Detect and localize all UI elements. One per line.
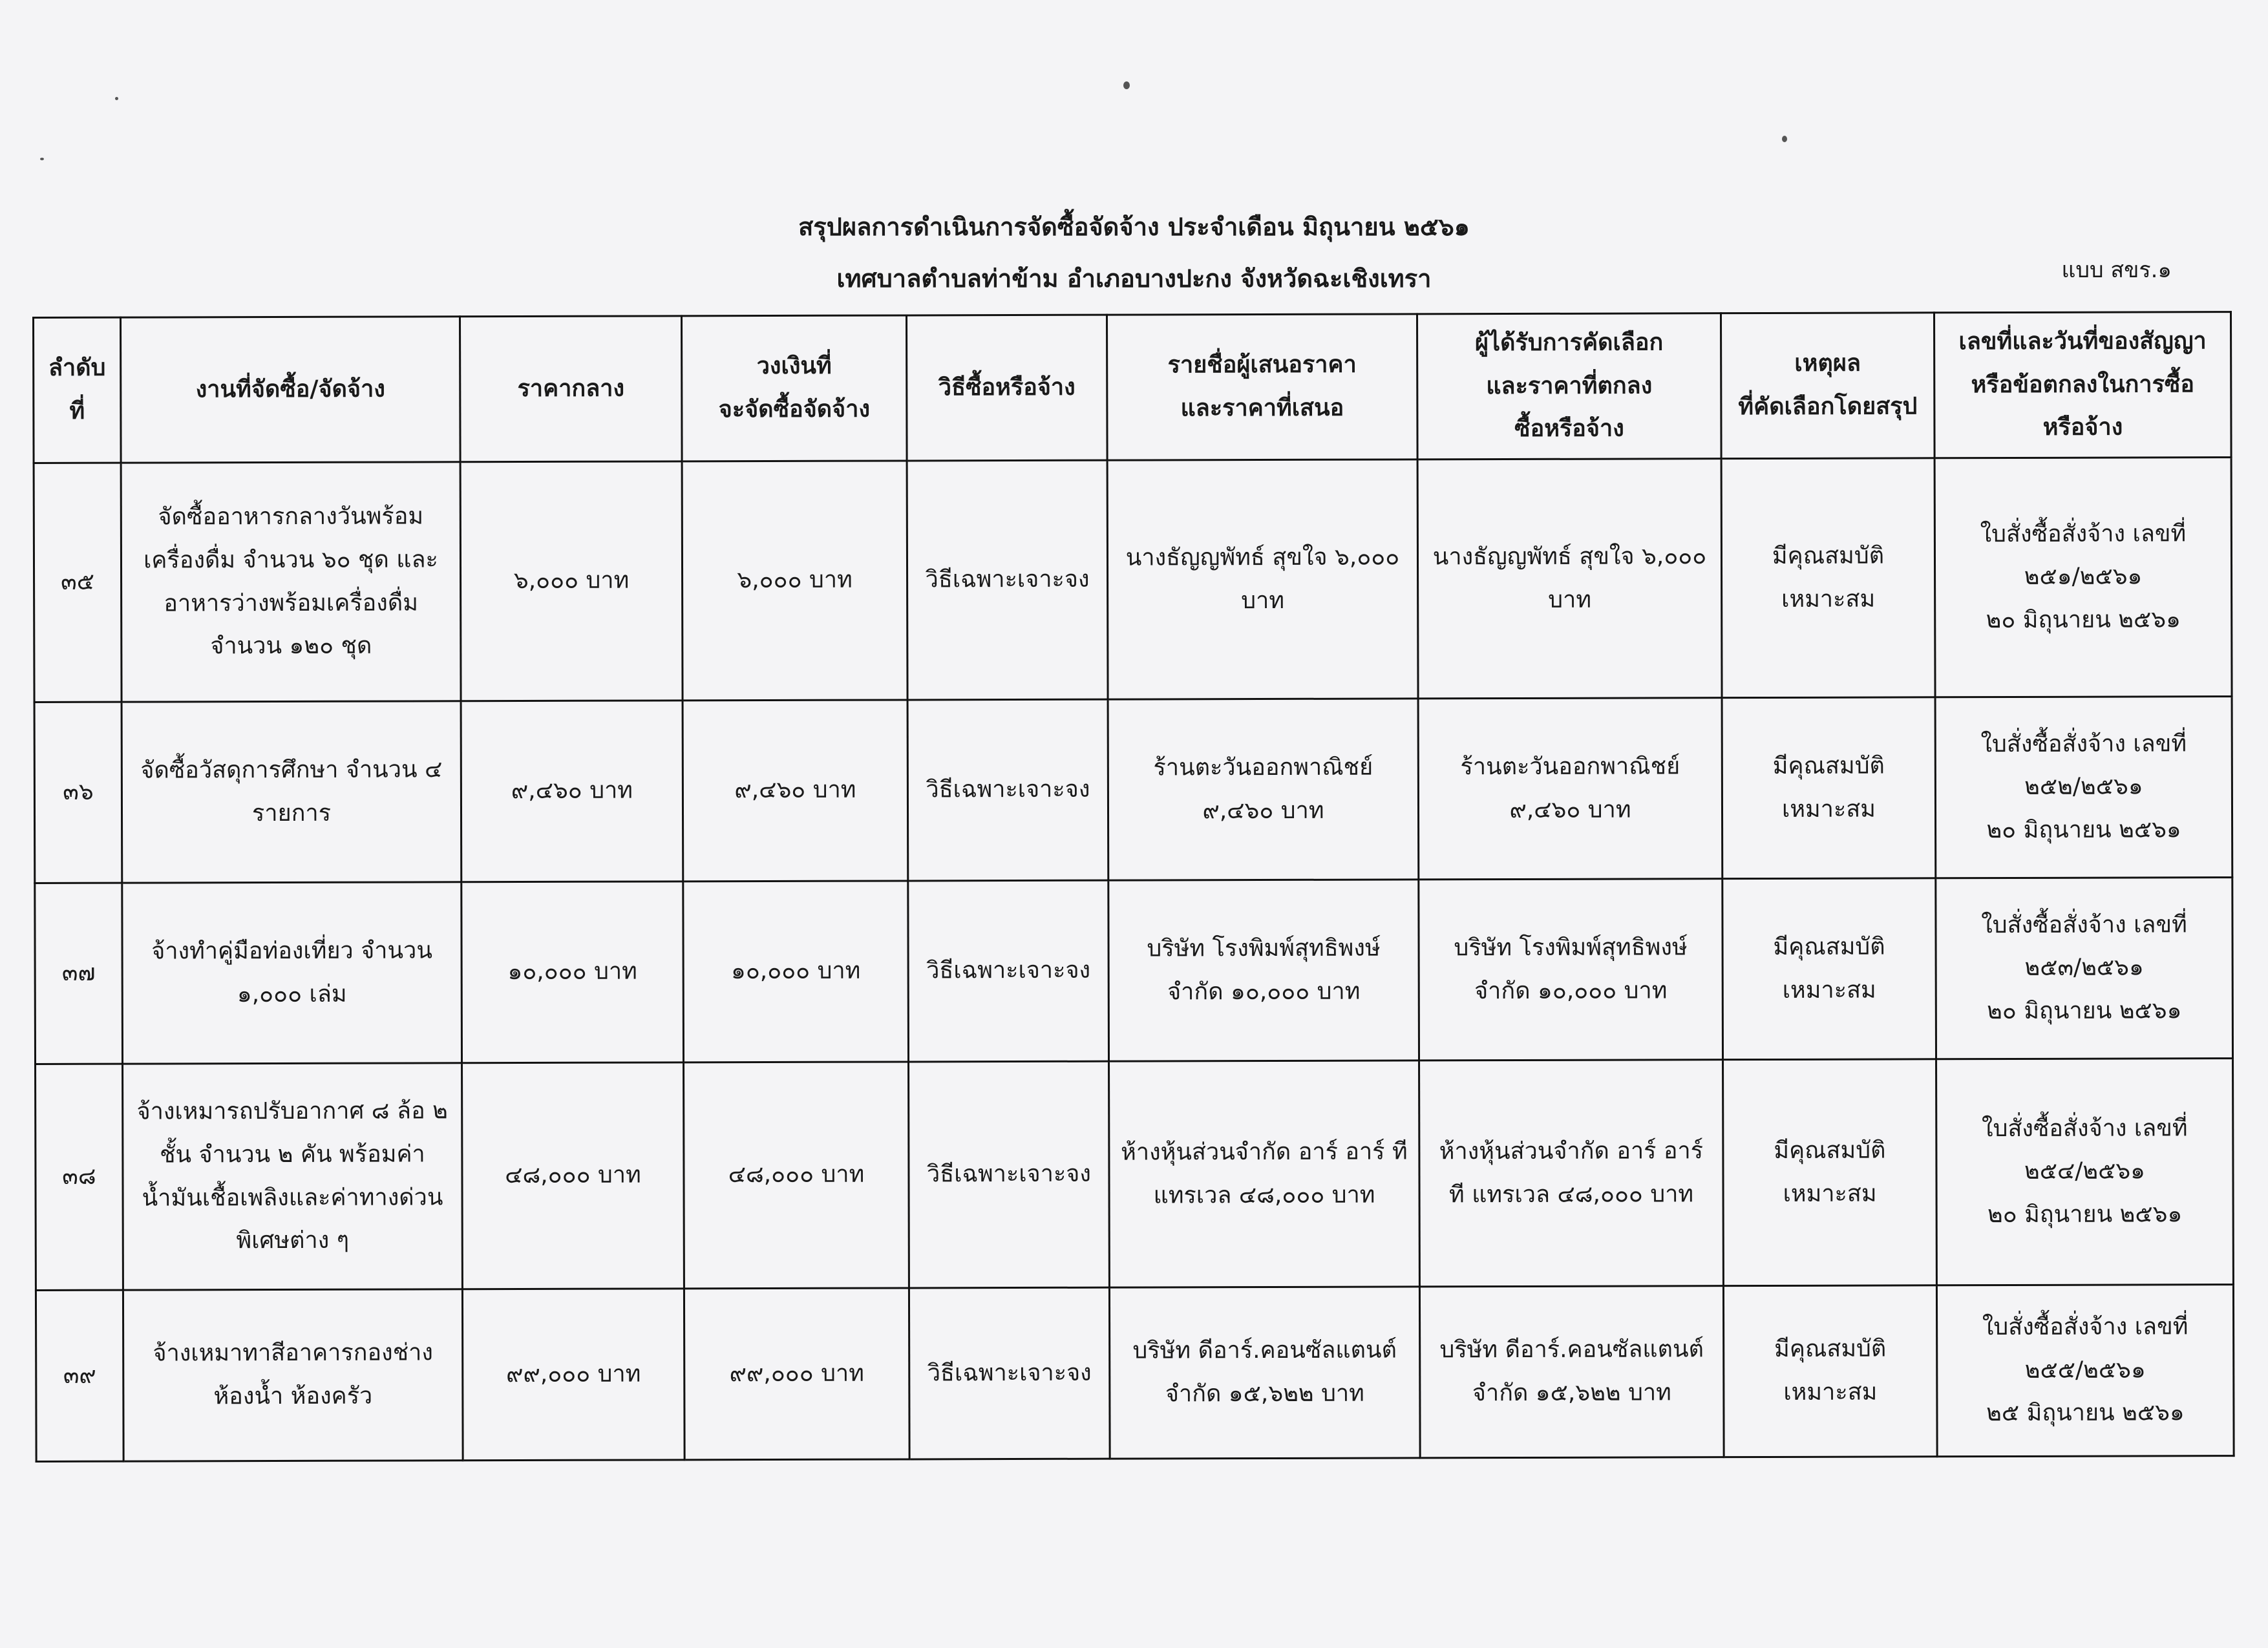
header-median-price: ราคากลาง [460, 316, 683, 462]
cell-median-price: ๖,๐๐๐ บาท [460, 461, 683, 701]
header-contract-line: หรือข้อตกลงในการซื้อ [1971, 370, 2194, 398]
cell-contract: ใบสั่งซื้อสั่งจ้าง เลขที่ ๒๕๔/๒๕๖๑ ๒๐ มิถุนายน ๒๕๖๑ [1936, 1059, 2234, 1285]
header-no: ลำดับที่ [34, 317, 122, 463]
cell-reason: มีคุณสมบัติ เหมาะสม [1723, 1285, 1937, 1457]
cell-budget: ๖,๐๐๐ บาท [682, 461, 907, 701]
table-row [35, 878, 2233, 1064]
cell-budget: ๙,๔๖๐ บาท [683, 700, 908, 882]
cell-contract: ใบสั่งซื้อสั่งจ้าง เลขที่ ๒๕๒/๒๕๖๑ ๒๐ มิถุนายน ๒๕๖๑ [1935, 697, 2232, 878]
document-title: สรุปผลการดำเนินการจัดซื้อจัดจ้าง ประจำเดือน มิถุนายน ๒๕๖๑ [798, 213, 1470, 241]
cell-no: ๓๙ [36, 1290, 123, 1461]
cell-method: วิธีเฉพาะเจาะจง [908, 880, 1109, 1062]
scan-speck [115, 97, 118, 100]
header-work: งานที่จัดซื้อ/จัดจ้าง [121, 317, 461, 463]
header-budget-line: จะจัดซื้อจัดจ้าง [718, 396, 871, 423]
cell-no: ๓๗ [35, 883, 123, 1064]
cell-no: ๓๕ [34, 463, 122, 702]
cell-budget: ๑๐,๐๐๐ บาท [683, 881, 909, 1062]
cell-bidders: ร้านตะวันออกพาณิชย์ ๙,๔๖๐ บาท [1108, 699, 1419, 880]
table-row [34, 458, 2232, 703]
cell-reason: มีคุณสมบัติ เหมาะสม [1723, 1059, 1937, 1286]
cell-bidders: ห้างหุ้นส่วนจำกัด อาร์ อาร์ ที แทรเวล ๔๘,๐๐๐ บาท [1109, 1061, 1420, 1287]
cell-no: ๓๘ [36, 1064, 123, 1290]
header-selected-line: ซื้อหรือจ้าง [1514, 415, 1624, 443]
cell-median-price: ๙,๔๖๐ บาท [461, 701, 683, 882]
cell-selected: บริษัท โรงพิมพ์สุทธิพงษ์ จำกัด ๑๐,๐๐๐ บาท [1419, 879, 1723, 1061]
procurement-table [32, 311, 2235, 1463]
cell-bidders: นางธัญญพัทธ์ สุขใจ ๖,๐๐๐ บาท [1107, 460, 1418, 699]
cell-contract: ใบสั่งซื้อสั่งจ้าง เลขที่ ๒๕๓/๒๕๖๑ ๒๐ มิถุนายน ๒๕๖๑ [1936, 878, 2233, 1059]
cell-work: จ้างทำคู่มือท่องเที่ยว จำนวน ๑,๐๐๐ เล่ม [122, 882, 462, 1064]
cell-work: จ้างเหมาทาสีอาคารกองช่าง ห้องน้ำ ห้องครัว [123, 1289, 463, 1461]
header-selected-line: ผู้ได้รับการคัดเลือก [1474, 329, 1664, 357]
header-bidders-line: รายชื่อผู้เสนอราคา [1167, 352, 1357, 379]
cell-selected: ห้างหุ้นส่วนจำกัด อาร์ อาร์ ที แทรเวล ๔๘,๐๐๐ บาท [1419, 1060, 1724, 1287]
cell-work: จัดซื้ออาหารกลางวันพร้อม เครื่องดื่ม จำนวน ๖๐ ชุด และ อาหารว่างพร้อมเครื่องดื่ม จำนวน ๑๒๐ ชุด [121, 462, 461, 702]
cell-method: วิธีเฉพาะเจาะจง [909, 1287, 1110, 1459]
header-bidders-line: และราคาที่เสนอ [1180, 394, 1344, 422]
header-contract-line: เลขที่และวันที่ของสัญญา [1958, 328, 2207, 355]
cell-bidders: บริษัท ดีอาร์.คอนซัลแตนต์ จำกัด ๑๕,๖๒๒ บาท [1109, 1287, 1420, 1459]
scan-speck [1123, 81, 1130, 89]
header-contract-line: หรือจ้าง [2042, 414, 2123, 441]
cell-median-price: ๑๐,๐๐๐ บาท [461, 882, 684, 1063]
cell-no: ๓๖ [34, 702, 122, 883]
document-subtitle: เทศบาลตำบลท่าข้าม อำเภอบางปะกง จังหวัดฉะเชิงเทรา [836, 264, 1432, 293]
header-budget-line: วงเงินที่ [756, 353, 832, 380]
cell-median-price: ๙๙,๐๐๐ บาท [462, 1289, 684, 1461]
cell-method: วิธีเฉพาะเจาะจง [907, 699, 1108, 881]
header-budget [682, 315, 907, 461]
cell-selected: บริษัท ดีอาร์.คอนซัลแตนต์ จำกัด ๑๕,๖๒๒ บาท [1419, 1286, 1724, 1458]
cell-work: จัดซื้อวัสดุการศึกษา จำนวน ๔ รายการ [122, 701, 461, 883]
header-selected [1417, 313, 1721, 460]
header-reason-line: ที่คัดเลือกโดยสรุป [1738, 393, 1918, 421]
header-reason-line: เหตุผล [1794, 350, 1861, 377]
cell-contract: ใบสั่งซื้อสั่งจ้าง เลขที่ ๒๕๕/๒๕๖๑ ๒๕ มิถุนายน ๒๕๖๑ [1936, 1285, 2234, 1457]
cell-selected: ร้านตะวันออกพาณิชย์ ๙,๔๖๐ บาท [1418, 698, 1722, 880]
cell-work: จ้างเหมารถปรับอากาศ ๘ ล้อ ๒ ชั้น จำนวน ๒ คัน พร้อมค่า น้ำมันเชื้อเพลิงและค่าทางด่วน พิเศษต่าง ๆ [123, 1063, 463, 1290]
cell-reason: มีคุณสมบัติ เหมาะสม [1722, 878, 1936, 1060]
cell-method: วิธีเฉพาะเจาะจง [909, 1061, 1110, 1288]
cell-reason: มีคุณสมบัติ เหมาะสม [1722, 697, 1936, 879]
cell-method: วิธีเฉพาะเจาะจง [907, 460, 1108, 700]
header-reason [1721, 313, 1934, 459]
header-row [34, 312, 2232, 463]
cell-bidders: บริษัท โรงพิมพ์สุทธิพงษ์ จำกัด ๑๐,๐๐๐ บาท [1108, 880, 1419, 1061]
table-row [34, 697, 2232, 883]
header-method: วิธีซื้อหรือจ้าง [906, 315, 1107, 461]
header-selected-line: และราคาที่ตกลง [1486, 372, 1653, 399]
cell-median-price: ๔๘,๐๐๐ บาท [462, 1062, 684, 1289]
cell-budget: ๔๘,๐๐๐ บาท [684, 1062, 909, 1289]
cell-selected: นางธัญญพัทธ์ สุขใจ ๖,๐๐๐ บาท [1417, 459, 1722, 699]
scan-speck [1782, 136, 1787, 142]
scan-speck [40, 158, 44, 160]
header-contract [1934, 312, 2231, 458]
header-bidders [1107, 314, 1417, 460]
cell-budget: ๙๙,๐๐๐ บาท [684, 1288, 909, 1460]
cell-reason: มีคุณสมบัติ เหมาะสม [1721, 458, 1935, 698]
table-row [36, 1285, 2234, 1462]
cell-contract: ใบสั่งซื้อสั่งจ้าง เลขที่ ๒๕๑/๒๕๖๑ ๒๐ มิถุนายน ๒๕๖๑ [1934, 458, 2232, 697]
table-row [36, 1059, 2234, 1291]
form-code: แบบ สขร.๑ [2061, 257, 2172, 283]
